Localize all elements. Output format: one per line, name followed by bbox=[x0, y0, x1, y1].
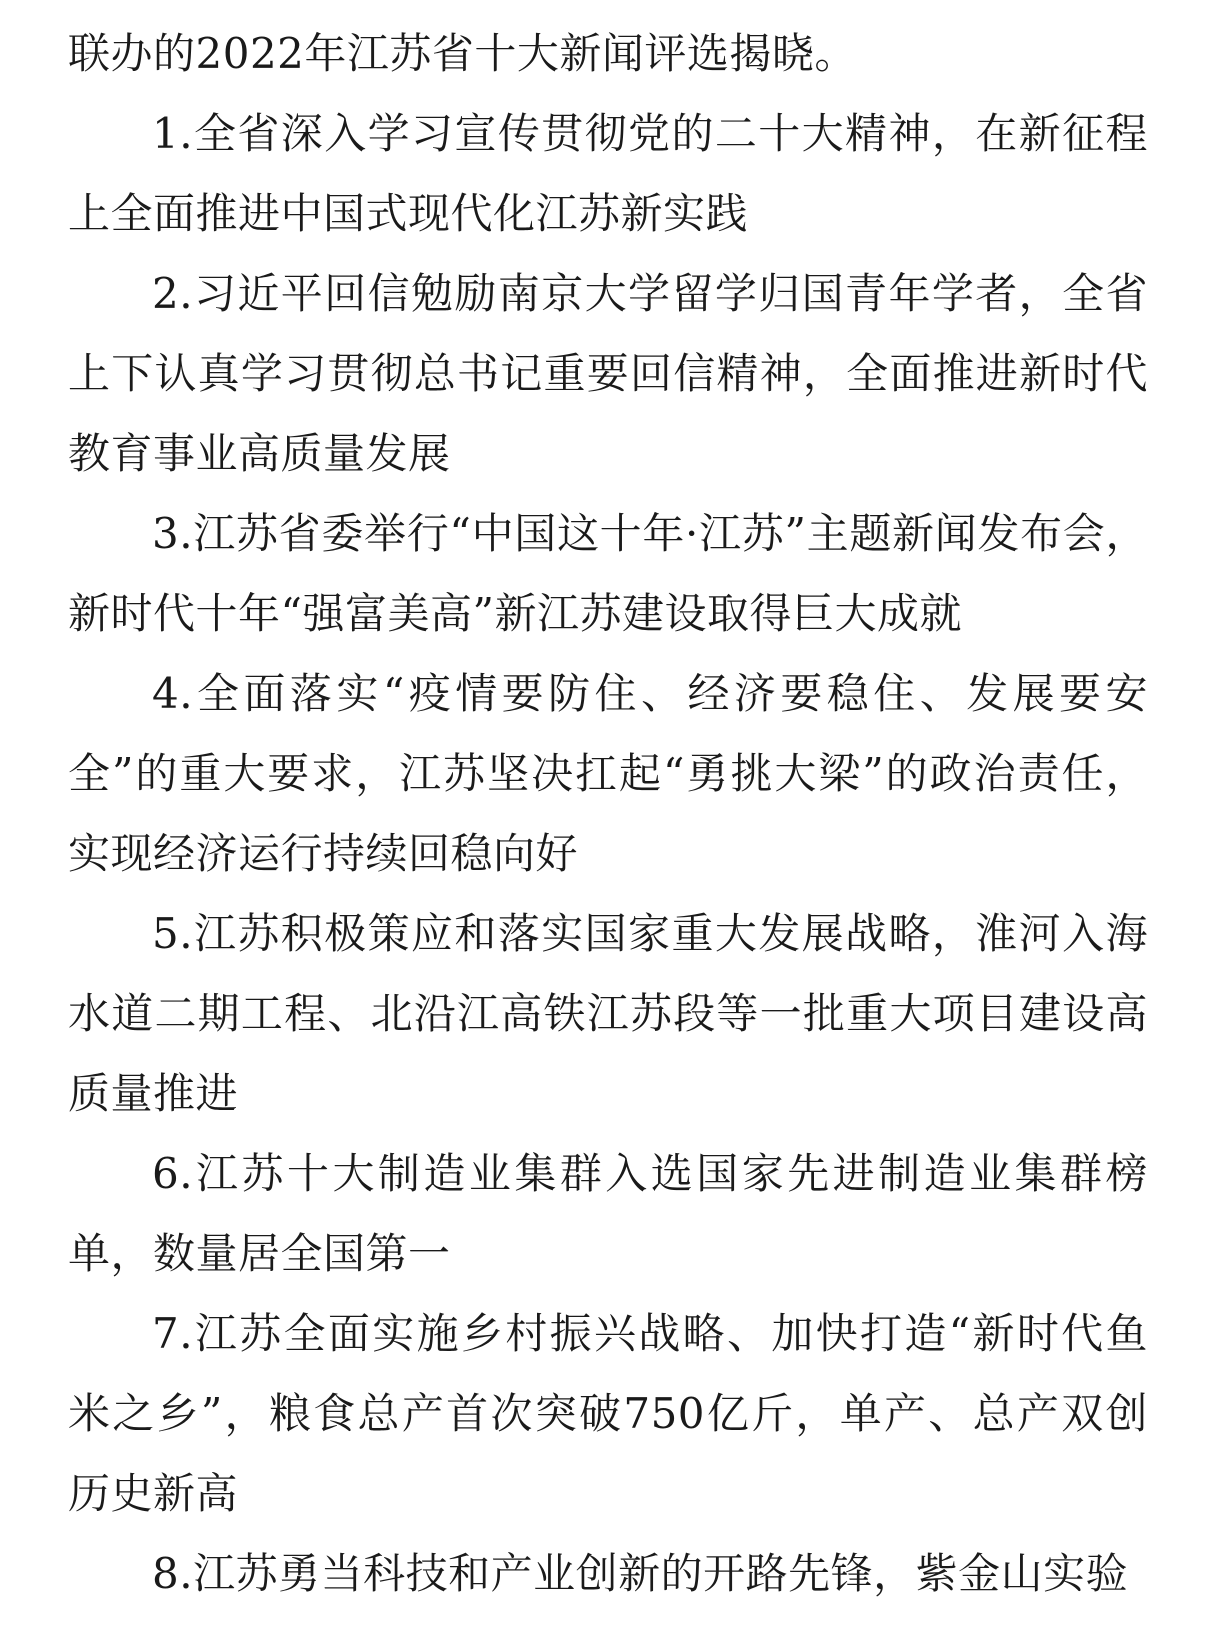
news-item-4: 4.全面落实“疫情要防住、经济要稳住、发展要安全”的重大要求，江苏坚决扛起“勇挑大梁”的政治责任，实现经济运行持续回稳向好 bbox=[68, 669, 1148, 878]
news-item-8: 8.江苏勇当科技和产业创新的开路先锋，紫金山实验 bbox=[152, 1549, 1129, 1598]
news-item-1: 1.全省深入学习宣传贯彻党的二十大精神，在新征程上全面推进中国式现代化江苏新实践 bbox=[68, 109, 1148, 238]
news-item-5: 5.江苏积极策应和落实国家重大发展战略，淮河入海水道二期工程、北沿江高铁江苏段等一批重大项目建设高质量推进 bbox=[68, 909, 1148, 1118]
document-page bbox=[68, 14, 1148, 1614]
news-item-2: 2.习近平回信勉励南京大学留学归国青年学者，全省上下认真学习贯彻总书记重要回信精神，全面推进新时代教育事业高质量发展 bbox=[68, 269, 1148, 478]
news-item-7: 7.江苏全面实施乡村振兴战略、加快打造“新时代鱼米之乡”，粮食总产首次突破750亿斤，单产、总产双创历史新高 bbox=[68, 1309, 1148, 1518]
intro-paragraph: 联办的2022年江苏省十大新闻评选揭晓。 bbox=[68, 29, 857, 78]
news-item-3: 3.江苏省委举行“中国这十年·江苏”主题新闻发布会，新时代十年“强富美高”新江苏建设取得巨大成就 bbox=[68, 509, 1148, 638]
news-item-6: 6.江苏十大制造业集群入选国家先进制造业集群榜单，数量居全国第一 bbox=[68, 1149, 1148, 1278]
